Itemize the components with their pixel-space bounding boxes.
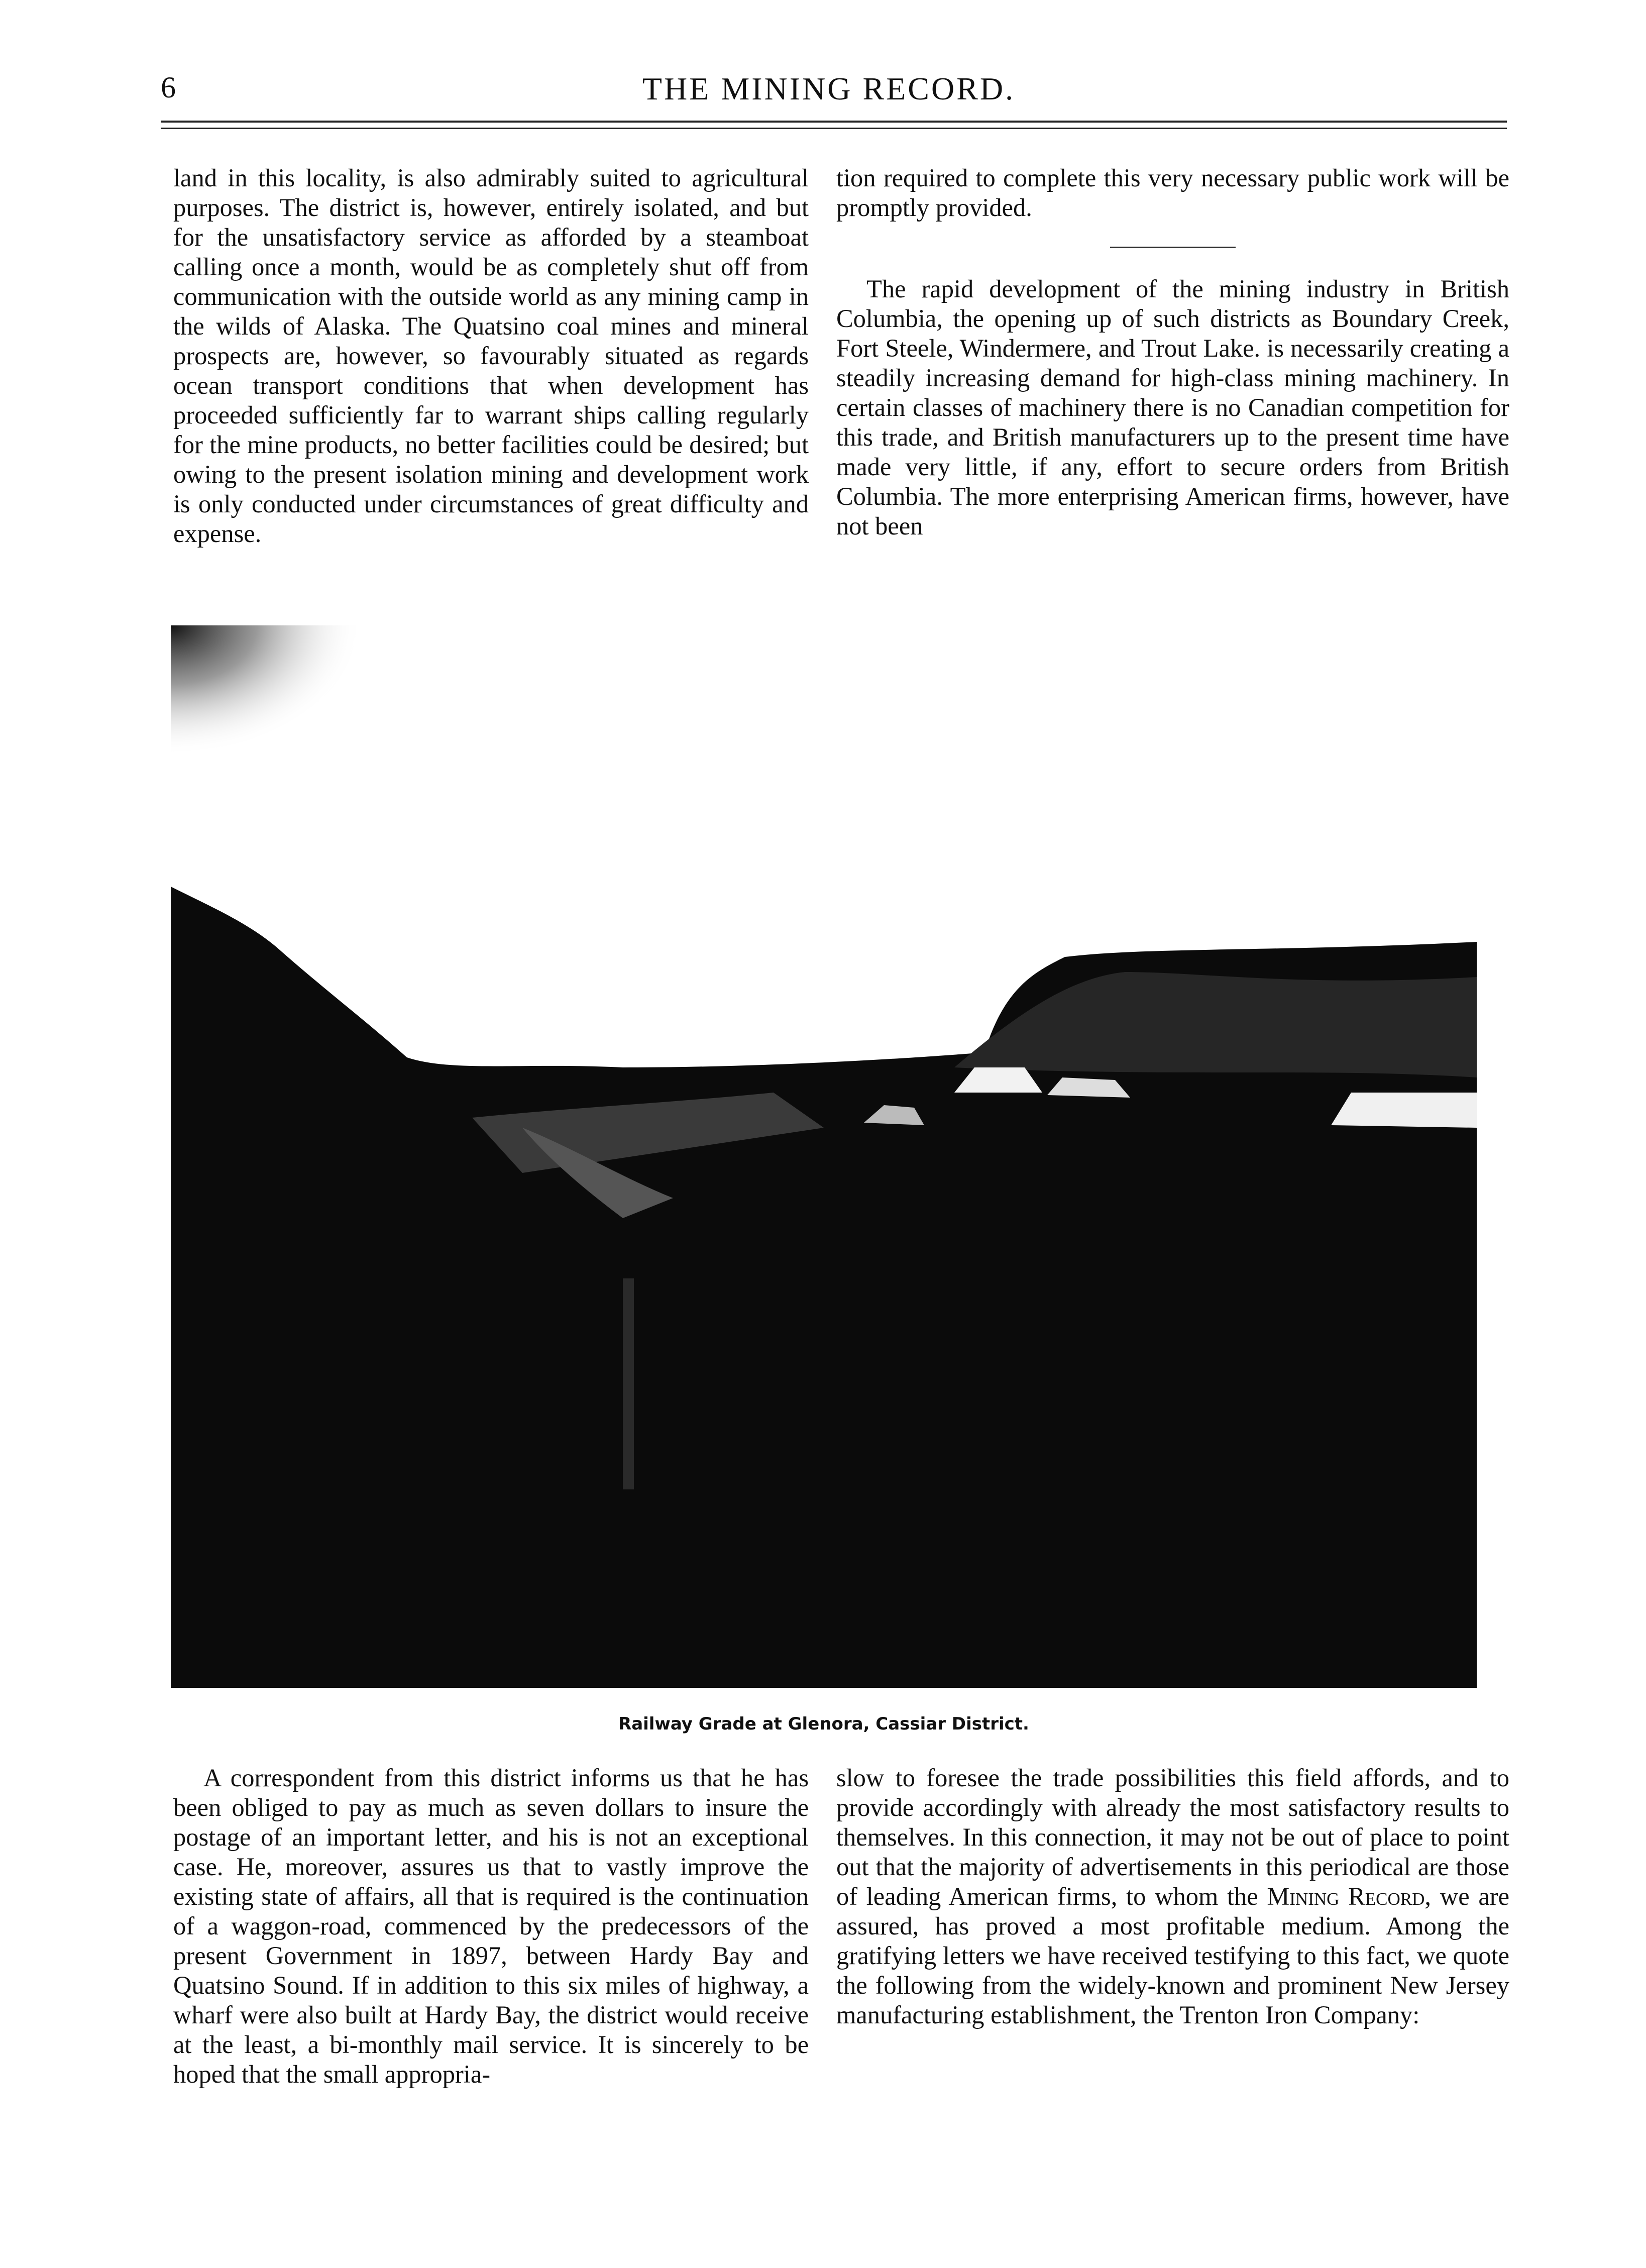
publication-name: Mining Record [1267, 1882, 1425, 1910]
column-bottom-right [836, 1763, 1509, 2030]
running-title: THE MINING RECORD. [642, 71, 1016, 106]
paragraph-postage-and-roads: A correspondent from this district informs us that he has been obliged to pay as much as seven dollars to insure the postage of an important letter, and his is not an exceptional case. He, moreover, assures us that to vastly improve the existing state of affairs, all that is required is the continuation of a waggon-road, commenced by the predecessors of the present Government in 1897, between Hardy Bay and Quatsino Sound. If in addition to this six miles of highway, a wharf were also built at Hardy Bay, the district would receive at the least, a bi-monthly mail service. It is sincerely to be hoped that the small appropria- [173, 1764, 809, 2088]
paragraph-mining-machinery: The rapid development of the mining industry in British Columbia, the opening up of such districts as Boundary Creek, Fort Steele, Windermere, and Trout Lake. is necessarily creating a steadily increasing demand for high-class mining machinery. In certain classes of machinery there is no Canadian competition for this trade, and British manufacturers up to the present time have made very little, if any, effort to secure orders from British Columbia. The more enterprising American firms, however, have not been [836, 275, 1509, 540]
photograph-railway-grade [171, 625, 1477, 1688]
paragraph-american-firms [836, 1763, 1509, 2030]
header-rule [161, 121, 1507, 123]
section-divider [1110, 247, 1236, 248]
text-segment: , we are assured, has proved a most profitable medium. Among the gratifying letters we have received testifying to this fact, we quote the following from the widely-known and prominent New Jersey manufacturing establishment, the Trenton Iron Company: [836, 1882, 1509, 2029]
paragraph-appropriation-end: tion required to complete this very necessary public work will be promptly provided. [836, 164, 1509, 222]
page-number: 6 [161, 71, 176, 104]
column-top-right [836, 163, 1509, 541]
column-top-left [173, 163, 809, 549]
page-header [151, 70, 1507, 116]
text-segment: slow to foresee the trade possibilities this field affords, and to provide accordingly with already the most satisfactory results to themselves. In this connection, it may not be out of place to point out that the majority of advertisements in this periodical are those of leading American firms, to whom the [836, 1764, 1509, 1910]
column-bottom-left [173, 1763, 809, 2089]
header-rule-secondary [161, 128, 1507, 129]
photo-caption: Railway Grade at Glenora, Cassiar District. [618, 1714, 1029, 1734]
paragraph-quatsino-isolation: land in this locality, is also admirably suited to agricultural purposes. The district is, however, entirely isolated, and but for the unsatisfactory service as afforded by a steamboat calling once a month, would be as completely shut off from communication with the outside world as any mining camp in the wilds of Alaska. The Quatsino coal mines and mineral prospects are, however, so favourably situated as regards ocean transport conditions that when development has proceeded sufficiently far to warrant ships calling regularly for the mine products, no better facilities could be desired; but owing to the present isolation mining and development work is only conducted under circumstances of great difficulty and expense. [173, 164, 809, 548]
